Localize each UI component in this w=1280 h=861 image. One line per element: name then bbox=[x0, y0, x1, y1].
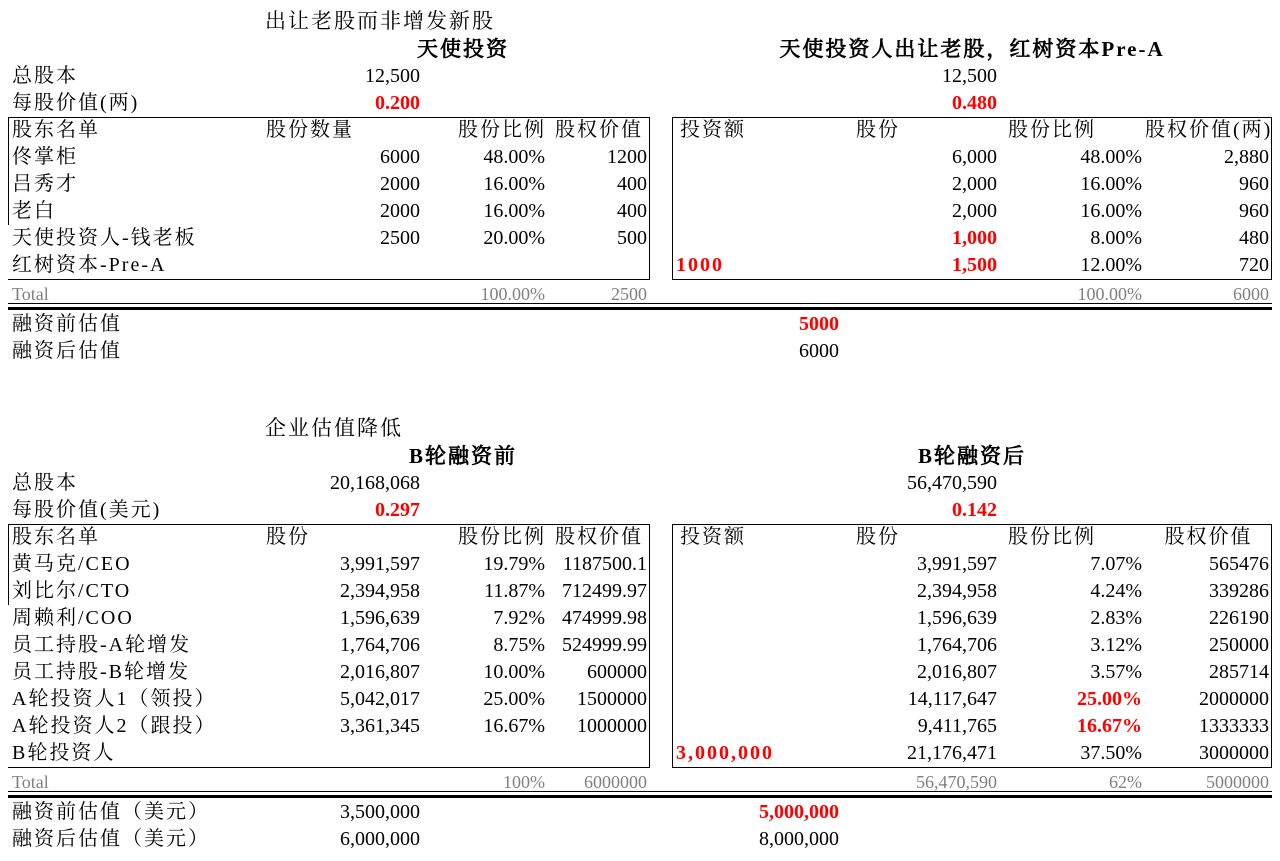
value-cell: 600000 bbox=[587, 661, 647, 683]
metric-value: 56,470,590 bbox=[907, 472, 997, 494]
value-cell: 400 bbox=[617, 200, 647, 222]
value-cell: 25.00% bbox=[483, 688, 545, 710]
data-row bbox=[8, 605, 650, 632]
table-border-box bbox=[672, 117, 1272, 280]
table-bottom-border bbox=[8, 279, 650, 280]
value-cell: 474999.98 bbox=[562, 607, 647, 629]
value-cell: 16.00% bbox=[1080, 200, 1142, 222]
value-cell: 524999.99 bbox=[562, 634, 647, 656]
value-cell: 2,016,807 bbox=[340, 661, 420, 683]
value-cell: 8.75% bbox=[493, 634, 545, 656]
value-cell: 2,000 bbox=[952, 173, 997, 195]
value-cell: 1500000 bbox=[577, 688, 647, 710]
column-header: 股份 bbox=[266, 526, 310, 548]
value-cell: 2,000 bbox=[952, 200, 997, 222]
value-cell: 1187500.1 bbox=[562, 553, 647, 575]
column-header: 股权价值 bbox=[1164, 526, 1253, 548]
value-cell: 6,000 bbox=[952, 146, 997, 168]
value-cell: 250000 bbox=[1209, 634, 1269, 656]
value-cell: 720 bbox=[1239, 254, 1269, 276]
value-cell: 2000000 bbox=[1199, 688, 1269, 710]
column-header: 股份比例 bbox=[1008, 526, 1096, 548]
table-top-border bbox=[8, 524, 650, 525]
total-cell: 6000000 bbox=[584, 772, 647, 792]
value-cell: 2,394,958 bbox=[340, 580, 420, 602]
value-cell: 1,596,639 bbox=[340, 607, 420, 629]
value-cell bbox=[258, 252, 423, 279]
footer-value: 6000 bbox=[799, 340, 839, 362]
shareholder-cell: 红树资本-Pre-A bbox=[12, 254, 167, 276]
shareholder-cell: 员工持股-A轮增发 bbox=[12, 634, 192, 656]
section-caption: 企业估值降低 bbox=[265, 416, 403, 440]
column-header: 股权价值 bbox=[555, 526, 643, 548]
value-cell: 12.00% bbox=[1080, 254, 1142, 276]
data-row bbox=[8, 551, 650, 578]
metric-value: 0.480 bbox=[952, 92, 997, 114]
value-cell: 1333333 bbox=[1199, 715, 1269, 737]
value-cell: 2,394,958 bbox=[917, 580, 997, 602]
shareholder-cell: 黄马克/CEO bbox=[12, 553, 132, 575]
column-header: 股东名单 bbox=[12, 526, 100, 548]
value-cell: 20.00% bbox=[483, 227, 545, 249]
data-row bbox=[8, 686, 650, 713]
value-cell: 16.00% bbox=[1080, 173, 1142, 195]
value-cell: 500 bbox=[617, 227, 647, 249]
metric-label: 总股本 bbox=[12, 65, 78, 87]
value-cell bbox=[548, 740, 650, 767]
footer-label: 融资前估值 bbox=[12, 313, 122, 335]
panel-subtitle: B轮融资前 bbox=[408, 444, 517, 468]
value-cell: 3,361,345 bbox=[340, 715, 420, 737]
value-cell: 16.00% bbox=[483, 173, 545, 195]
metric-value: 0.142 bbox=[952, 499, 997, 521]
column-header: 股份 bbox=[856, 526, 900, 548]
shareholder-cell: 天使投资人-钱老板 bbox=[12, 227, 197, 249]
table-left-border bbox=[8, 117, 9, 225]
total-cell: 100% bbox=[503, 772, 545, 792]
total-cell: 62% bbox=[1109, 772, 1142, 792]
double-rule bbox=[8, 303, 1272, 310]
value-cell: 1,000 bbox=[952, 227, 997, 249]
data-row bbox=[8, 632, 650, 659]
value-cell: 19.79% bbox=[483, 553, 545, 575]
column-header: 股份数量 bbox=[266, 119, 354, 141]
footer-label: 融资前估值（美元） bbox=[12, 801, 210, 823]
value-cell: 339286 bbox=[1209, 580, 1269, 602]
panel-subtitle: B轮融资后 bbox=[917, 444, 1026, 468]
value-cell: 37.50% bbox=[1080, 742, 1142, 764]
value-cell: 2.83% bbox=[1090, 607, 1142, 629]
value-cell: 6000 bbox=[380, 146, 420, 168]
value-cell: 10.00% bbox=[483, 661, 545, 683]
table-right-border bbox=[649, 524, 650, 768]
metric-value: 0.297 bbox=[375, 499, 420, 521]
data-row bbox=[8, 198, 650, 225]
value-cell: 3,991,597 bbox=[340, 553, 420, 575]
value-cell: 3.12% bbox=[1090, 634, 1142, 656]
total-cell: Total bbox=[12, 772, 49, 792]
value-cell: 7.07% bbox=[1090, 553, 1142, 575]
value-cell: 712499.97 bbox=[562, 580, 647, 602]
value-cell: 1,596,639 bbox=[917, 607, 997, 629]
value-cell: 960 bbox=[1239, 173, 1269, 195]
column-header-row bbox=[8, 524, 650, 551]
double-rule bbox=[8, 791, 1272, 798]
footer-value: 6,000,000 bbox=[340, 828, 420, 850]
value-cell: 1,500 bbox=[952, 254, 997, 276]
metric-label: 总股本 bbox=[12, 472, 78, 494]
value-cell: 1,764,706 bbox=[917, 634, 997, 656]
value-cell: 16.67% bbox=[483, 715, 545, 737]
shareholder-cell: 周赖利/COO bbox=[12, 607, 134, 629]
value-cell: 21,176,471 bbox=[907, 742, 997, 764]
table-right-border bbox=[649, 117, 650, 280]
data-row bbox=[8, 225, 650, 252]
column-header: 股权价值 bbox=[555, 119, 643, 141]
total-cell: 2500 bbox=[611, 284, 647, 304]
value-cell: 1000000 bbox=[577, 715, 647, 737]
value-cell: 3000000 bbox=[1199, 742, 1269, 764]
value-cell: 2,880 bbox=[1224, 146, 1269, 168]
value-cell: 25.00% bbox=[1077, 688, 1142, 710]
shareholder-cell: 佟掌柜 bbox=[12, 146, 78, 168]
metric-label: 每股价值(两) bbox=[12, 92, 140, 114]
value-cell: 285714 bbox=[1209, 661, 1269, 683]
shareholder-cell: 3,000,000 bbox=[676, 742, 774, 764]
data-row bbox=[8, 659, 650, 686]
data-row bbox=[8, 740, 650, 767]
table-border-box bbox=[672, 524, 1272, 768]
total-cell: 5000000 bbox=[1206, 772, 1269, 792]
data-row bbox=[8, 144, 650, 171]
value-cell: 480 bbox=[1239, 227, 1269, 249]
value-cell bbox=[423, 252, 548, 279]
column-header-row bbox=[8, 117, 650, 144]
total-cell: 100.00% bbox=[480, 284, 545, 304]
value-cell: 2500 bbox=[380, 227, 420, 249]
value-cell: 3.57% bbox=[1090, 661, 1142, 683]
value-cell: 960 bbox=[1239, 200, 1269, 222]
shareholder-cell: 老白 bbox=[12, 200, 56, 222]
value-cell: 48.00% bbox=[483, 146, 545, 168]
value-cell bbox=[258, 740, 423, 767]
table-left-border bbox=[8, 524, 9, 605]
footer-label: 融资后估值 bbox=[12, 340, 122, 362]
column-header: 股东名单 bbox=[12, 119, 100, 141]
value-cell: 16.67% bbox=[1077, 715, 1142, 737]
column-header: 股份 bbox=[856, 119, 900, 141]
value-cell: 1200 bbox=[607, 146, 647, 168]
table-top-border bbox=[8, 117, 650, 118]
total-cell: 6000 bbox=[1233, 284, 1269, 304]
total-cell: 56,470,590 bbox=[916, 772, 997, 792]
column-header: 股权价值(两) bbox=[1145, 119, 1272, 141]
data-row bbox=[8, 578, 650, 605]
section bbox=[0, 407, 1280, 861]
column-header: 股份比例 bbox=[458, 119, 546, 141]
value-cell bbox=[423, 740, 548, 767]
value-cell: 226190 bbox=[1209, 607, 1269, 629]
value-cell: 2,016,807 bbox=[917, 661, 997, 683]
value-cell: 48.00% bbox=[1080, 146, 1142, 168]
data-row bbox=[8, 171, 650, 198]
footer-value: 3,500,000 bbox=[340, 801, 420, 823]
value-cell: 400 bbox=[617, 173, 647, 195]
section-caption: 出让老股而非增发新股 bbox=[265, 9, 495, 33]
section bbox=[0, 0, 1280, 407]
footer-label: 融资后估值（美元） bbox=[12, 828, 210, 850]
value-cell: 4.24% bbox=[1090, 580, 1142, 602]
column-header: 股份比例 bbox=[1008, 119, 1096, 141]
panel-subtitle: 天使投资人出让老股，红树资本Pre-A bbox=[779, 37, 1165, 61]
shareholder-cell: A轮投资人2（跟投） bbox=[12, 715, 217, 737]
value-cell: 14,117,647 bbox=[907, 688, 997, 710]
metric-label: 每股价值(美元) bbox=[12, 499, 162, 521]
value-cell: 9,411,765 bbox=[917, 715, 997, 737]
value-cell: 2000 bbox=[380, 173, 420, 195]
value-cell: 5,042,017 bbox=[340, 688, 420, 710]
shareholder-cell: 刘比尔/CTO bbox=[12, 580, 132, 602]
footer-value: 5,000,000 bbox=[759, 801, 839, 823]
total-cell: Total bbox=[12, 284, 49, 304]
value-cell: 11.87% bbox=[484, 580, 545, 602]
value-cell: 16.00% bbox=[483, 200, 545, 222]
shareholder-cell: 员工持股-B轮增发 bbox=[12, 661, 190, 683]
shareholder-cell: 吕秀才 bbox=[12, 173, 78, 195]
shareholder-cell: A轮投资人1（领投） bbox=[12, 688, 217, 710]
data-row bbox=[8, 252, 650, 279]
metric-value: 12,500 bbox=[365, 65, 420, 87]
value-cell: 8.00% bbox=[1090, 227, 1142, 249]
value-cell: 565476 bbox=[1209, 553, 1269, 575]
metric-value: 0.200 bbox=[375, 92, 420, 114]
value-cell: 7.92% bbox=[493, 607, 545, 629]
metric-value: 20,168,068 bbox=[330, 472, 420, 494]
table-bottom-border bbox=[8, 767, 650, 768]
column-header: 股份比例 bbox=[458, 526, 546, 548]
total-cell: 100.00% bbox=[1077, 284, 1142, 304]
value-cell: 3,991,597 bbox=[917, 553, 997, 575]
shareholder-cell: B轮投资人 bbox=[12, 742, 116, 764]
metric-value: 12,500 bbox=[942, 65, 997, 87]
footer-value: 8,000,000 bbox=[759, 828, 839, 850]
column-header: 投资额 bbox=[680, 526, 746, 548]
column-header: 投资额 bbox=[680, 119, 746, 141]
panel-subtitle: 天使投资 bbox=[417, 37, 509, 61]
data-row bbox=[8, 713, 650, 740]
shareholder-cell: 1000 bbox=[676, 254, 724, 276]
footer-value: 5000 bbox=[799, 313, 839, 335]
value-cell: 1,764,706 bbox=[340, 634, 420, 656]
value-cell: 2000 bbox=[380, 200, 420, 222]
value-cell bbox=[548, 252, 650, 279]
